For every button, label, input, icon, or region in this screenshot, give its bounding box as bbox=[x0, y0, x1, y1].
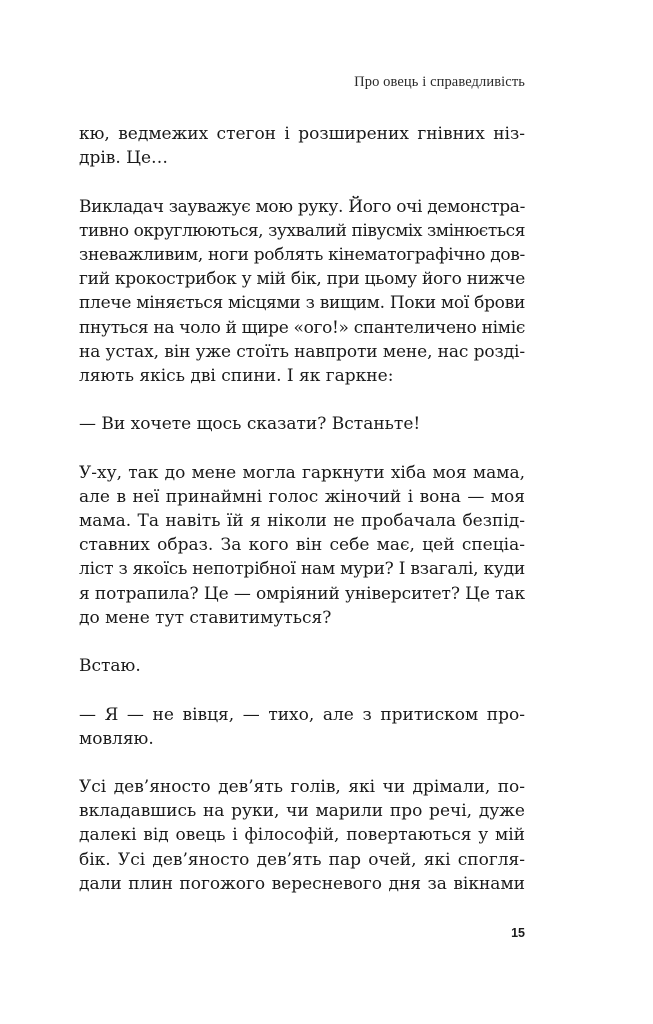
text-line: вкладавшись на руки, чи марили про речі, дуже bbox=[79, 801, 525, 822]
paragraph bbox=[79, 412, 525, 436]
text-line: дрів. Це… bbox=[79, 148, 169, 169]
text-line: гий крокострибок у мій бік, при цьому його нижче bbox=[79, 269, 526, 290]
text-line: У-ху, так до мене могла гаркнути хіба моя мама, bbox=[79, 462, 525, 483]
page-number: 15 bbox=[511, 926, 525, 940]
text-line: далекі від овець і філософій, повертаються у мій bbox=[79, 825, 525, 846]
text-line: на устах, він уже стоїть навпроти мене, нас розді- bbox=[79, 341, 526, 362]
paragraph bbox=[79, 703, 525, 751]
text-line: Викладач зауважує мою руку. Його очі демонстра- bbox=[79, 196, 525, 217]
text-line: бік. Усі дев’яносто дев’ять пар очей, які спогля- bbox=[79, 849, 525, 870]
text-line: пнуться на чоло й щире «ого!» спантеличено німіє bbox=[79, 317, 526, 338]
body-text bbox=[79, 122, 525, 920]
text-line: тивно округлюються, зухвалий півусміх змінюється bbox=[79, 220, 525, 241]
text-line: ліст з якоїсь непотрібної нам мури? І взагалі, куди bbox=[79, 559, 525, 580]
text-line: ляють якісь дві спини. І як гаркне: bbox=[79, 365, 394, 386]
paragraph bbox=[79, 195, 525, 389]
text-line: зневажливим, ноги роблять кінематографічно дов- bbox=[79, 244, 525, 265]
running-header: Про овець і справедливість bbox=[354, 74, 525, 90]
text-line: ставних образ. За кого він себе має, цей спеціа- bbox=[79, 535, 525, 556]
paragraph bbox=[79, 461, 525, 630]
paragraph bbox=[79, 122, 525, 170]
text-line: до мене тут ставитимуться? bbox=[79, 607, 332, 628]
text-line: — Ви хочете щось сказати? Встаньте! bbox=[79, 414, 421, 435]
text-line: але в неї принаймні голос жіночий і вона — моя bbox=[79, 486, 525, 507]
text-line: дали плин погожого вересневого дня за вікнами bbox=[79, 873, 525, 894]
text-line: Встаю. bbox=[79, 656, 141, 677]
text-line: плече міняється місцями з вищим. Поки мої брови bbox=[79, 293, 525, 314]
text-line: я потрапила? Це — омріяний університет? Це так bbox=[79, 583, 525, 604]
text-line: — Я — не вівця, — тихо, але з притиском про- bbox=[79, 704, 525, 725]
text-line: Усі дев’яносто дев’ять голів, які чи дрімали, по- bbox=[79, 777, 525, 798]
text-line: кю, ведмежих стегон і розширених гнівних ніз- bbox=[79, 124, 525, 144]
paragraph bbox=[79, 775, 525, 896]
text-line: мама. Та навіть їй я ніколи не пробачала безпід- bbox=[79, 511, 525, 531]
text-line: мовляю. bbox=[79, 728, 154, 749]
paragraph bbox=[79, 654, 525, 678]
